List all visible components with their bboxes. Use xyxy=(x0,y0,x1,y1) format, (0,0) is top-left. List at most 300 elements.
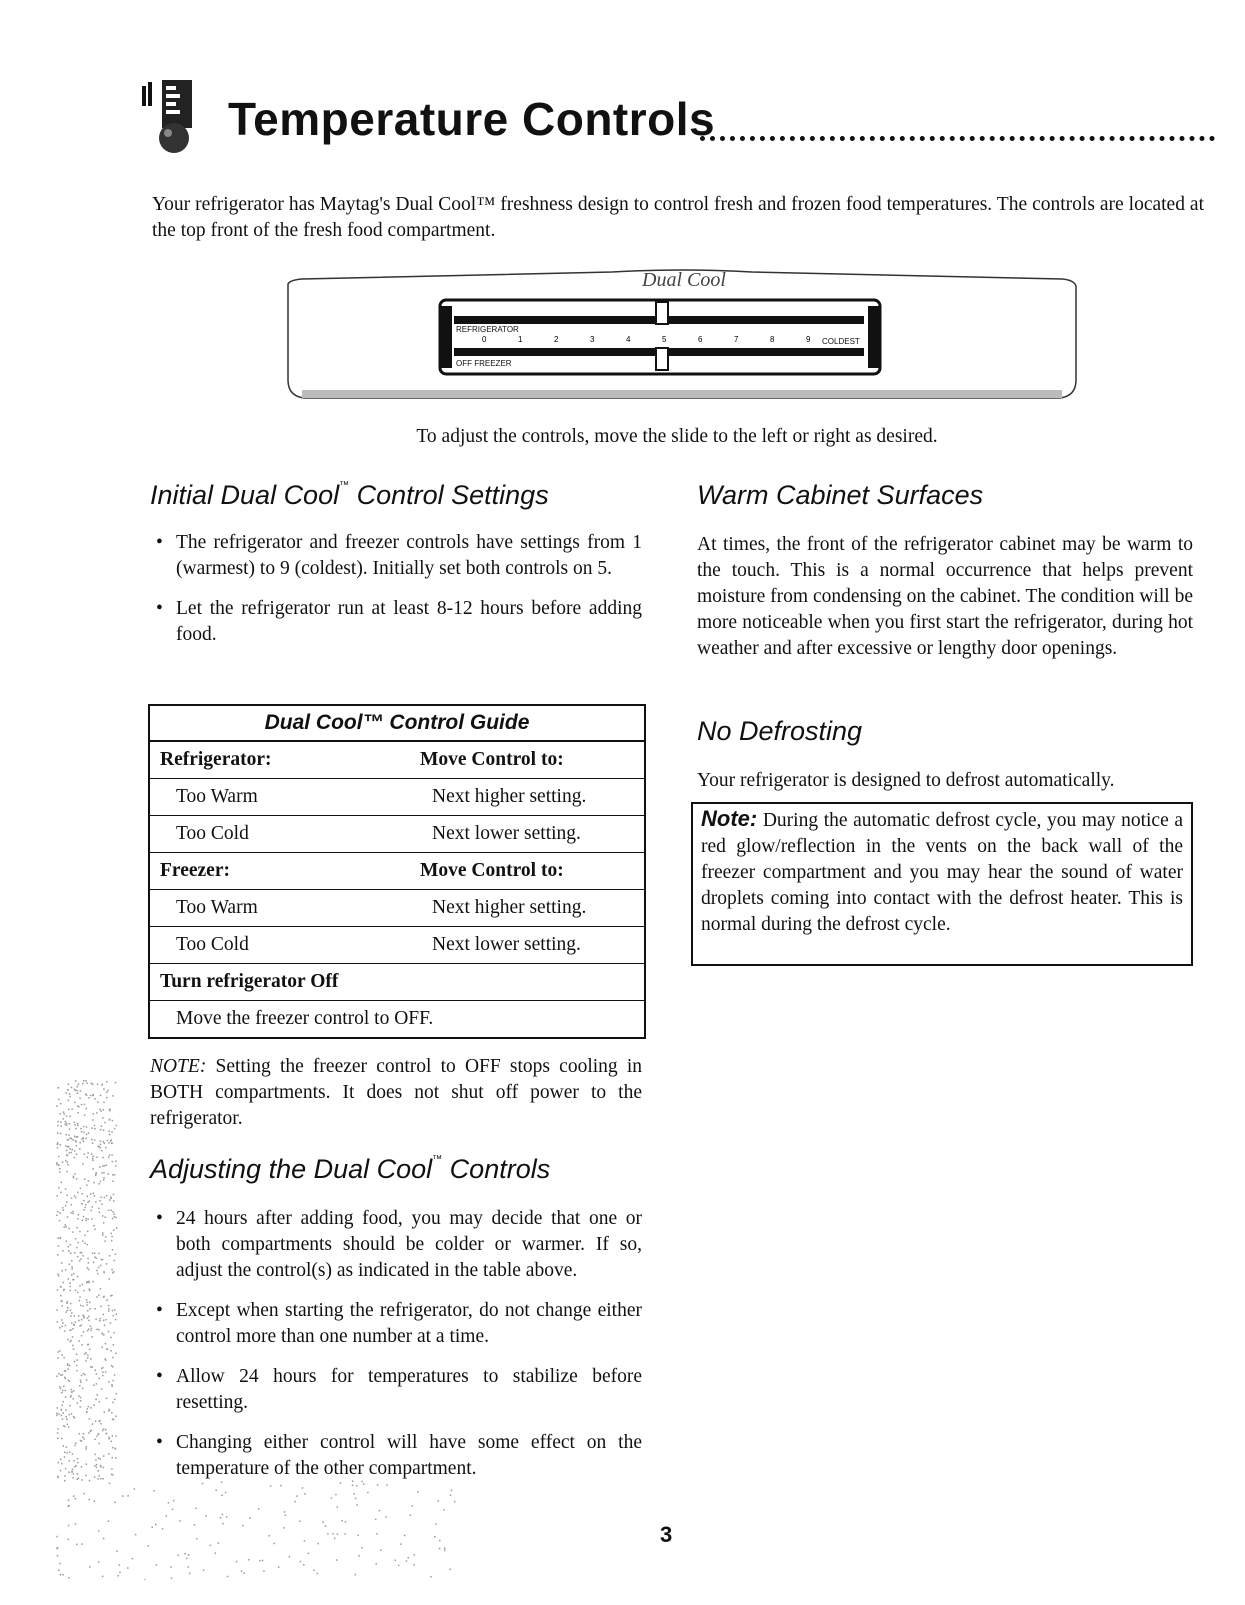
speckle-dot xyxy=(63,1412,65,1414)
speckle-dot xyxy=(85,1220,87,1222)
speckle-dot xyxy=(56,1413,58,1415)
speckle-dot xyxy=(65,1188,67,1190)
speckle-dot xyxy=(90,1366,92,1368)
speckle-dot xyxy=(104,1411,106,1413)
speckle-dot xyxy=(367,1492,369,1494)
speckle-dot xyxy=(71,1108,72,1110)
speckle-dot xyxy=(94,1125,96,1127)
speckle-dot xyxy=(69,1093,71,1095)
speckle-dot xyxy=(67,1089,69,1091)
speckle-dot xyxy=(103,1538,105,1540)
speckle-dot xyxy=(90,1095,92,1097)
speckle-dot xyxy=(64,1452,66,1454)
speckle-dot xyxy=(67,1339,69,1341)
speckle-dot xyxy=(95,1257,97,1259)
speckle-dot xyxy=(113,1344,115,1346)
speckle-dot xyxy=(61,1354,63,1356)
control-guide-table xyxy=(148,704,646,1039)
speckle-dot xyxy=(187,1566,189,1568)
speckle-dot xyxy=(84,1104,86,1106)
speckle-dot xyxy=(57,1125,59,1127)
speckle-dot xyxy=(97,1084,99,1086)
speckle-dot xyxy=(352,1481,354,1483)
speckle-dot xyxy=(70,1253,72,1255)
speckle-dot xyxy=(93,1261,95,1263)
speckle-dot xyxy=(56,1407,58,1409)
speckle-dot xyxy=(400,1543,402,1545)
speckle-dot xyxy=(127,1495,128,1497)
speckle-dot xyxy=(60,1470,62,1472)
speckle-dot xyxy=(444,1550,446,1552)
speckle-dot xyxy=(69,1148,71,1150)
speckle-dot xyxy=(376,1533,378,1535)
speckle-dot xyxy=(59,1168,61,1170)
speckle-dot xyxy=(58,1373,60,1375)
speckle-dot xyxy=(60,1125,62,1127)
speckle-dot xyxy=(56,1195,58,1197)
speckle-dot xyxy=(195,1508,197,1510)
speckle-dot xyxy=(114,1448,116,1450)
speckle-dot xyxy=(88,1282,90,1284)
speckle-dot xyxy=(81,1543,83,1545)
speckle-dot xyxy=(83,1216,85,1218)
speckle-dot xyxy=(65,1390,67,1392)
scale-number: 2 xyxy=(554,335,559,344)
speckle-dot xyxy=(115,1353,117,1355)
speckle-dot xyxy=(60,1409,62,1411)
speckle-dot xyxy=(81,1335,83,1337)
speckle-dot xyxy=(100,1110,102,1112)
speckle-dot xyxy=(58,1164,60,1166)
speckle-dot xyxy=(75,1498,77,1500)
scale-number: 6 xyxy=(698,335,703,344)
speckle-dot xyxy=(68,1539,70,1541)
speckle-dot xyxy=(62,1418,64,1420)
speckle-dot xyxy=(66,1303,68,1305)
speckle-dot xyxy=(89,1200,91,1202)
speckle-dot xyxy=(103,1334,105,1336)
speckle-dot xyxy=(115,1125,117,1127)
speckle-dot xyxy=(88,1432,90,1434)
speckle-dot xyxy=(352,1485,354,1487)
speckle-dot xyxy=(66,1115,68,1117)
speckle-dot xyxy=(144,1579,146,1580)
speckle-dot xyxy=(172,1509,174,1511)
speckle-dot xyxy=(336,1559,338,1561)
speckle-dot xyxy=(76,1178,78,1180)
table-row: Too Warm Next higher setting. xyxy=(150,890,644,927)
speckle-dot xyxy=(93,1094,95,1096)
speckle-dot xyxy=(88,1262,90,1264)
speckle-dot xyxy=(112,1380,114,1382)
speckle-dot xyxy=(82,1255,84,1257)
speckle-dot xyxy=(317,1543,319,1545)
speckle-dot xyxy=(76,1365,78,1367)
speckle-dot xyxy=(72,1345,74,1347)
speckle-dot xyxy=(99,1458,101,1460)
warm-cabinet-heading: Warm Cabinet Surfaces xyxy=(697,480,984,510)
speckle-dot xyxy=(80,1440,82,1442)
speckle-dot xyxy=(443,1509,445,1511)
speckle-dot xyxy=(106,1164,108,1166)
speckle-dot xyxy=(65,1121,67,1123)
speckle-dot xyxy=(74,1124,76,1126)
speckle-dot xyxy=(113,1200,115,1202)
speckle-dot xyxy=(74,1445,76,1447)
speckle-dot xyxy=(78,1315,80,1317)
speckle-dot xyxy=(74,1466,76,1468)
speckle-dot xyxy=(103,1222,105,1224)
speckle-dot xyxy=(100,1140,102,1142)
speckle-dot xyxy=(87,1244,89,1246)
speckle-dot xyxy=(385,1516,387,1518)
speckle-dot xyxy=(82,1305,84,1307)
speckle-dot xyxy=(285,1514,287,1516)
speckle-dot xyxy=(63,1113,65,1115)
speckle-dot xyxy=(75,1523,77,1525)
speckle-dot xyxy=(98,1478,100,1480)
speckle-dot xyxy=(99,1420,101,1422)
speckle-dot xyxy=(107,1348,109,1350)
speckle-dot xyxy=(94,1476,96,1478)
speckle-dot xyxy=(86,1282,88,1284)
speckle-dot xyxy=(114,1309,116,1311)
speckle-dot xyxy=(57,1555,59,1557)
speckle-dot xyxy=(67,1246,69,1248)
speckle-dot xyxy=(102,1259,104,1261)
speckle-dot xyxy=(84,1374,86,1376)
speckle-dot xyxy=(94,1253,96,1255)
speckle-dot xyxy=(111,1269,113,1271)
speckle-dot xyxy=(91,1430,93,1432)
speckle-dot xyxy=(153,1490,155,1492)
speckle-dot xyxy=(67,1195,69,1197)
speckle-dot xyxy=(102,1430,104,1432)
speckle-dot xyxy=(69,1341,71,1343)
speckle-dot xyxy=(71,1138,73,1140)
speckle-dot xyxy=(99,1200,101,1202)
speckle-dot xyxy=(59,1238,61,1240)
speckle-dot xyxy=(88,1281,90,1283)
speckle-dot xyxy=(337,1506,339,1508)
speckle-dot xyxy=(97,1101,99,1103)
speckle-dot xyxy=(57,1121,59,1123)
speckle-dot xyxy=(80,1380,82,1382)
speckle-dot xyxy=(92,1142,94,1144)
speckle-dot xyxy=(100,1288,102,1290)
speckle-dot xyxy=(221,1481,223,1483)
speckle-dot xyxy=(70,1303,72,1305)
speckle-dot xyxy=(69,1137,71,1139)
list-item: • Changing either control will have some effect on the temperature of the other compartment. xyxy=(150,1430,642,1482)
speckle-dot xyxy=(156,1564,158,1566)
no-defrosting-body: Your refrigerator is designed to defrost automatically. xyxy=(697,770,1115,791)
speckle-dot xyxy=(96,1467,98,1469)
speckle-dot xyxy=(94,1195,96,1197)
speckle-dot xyxy=(111,1154,113,1156)
speckle-dot xyxy=(226,1516,228,1518)
speckle-dot xyxy=(114,1128,116,1130)
speckle-dot xyxy=(60,1192,62,1194)
speckle-dot xyxy=(410,1515,412,1517)
speckle-dot xyxy=(71,1087,73,1089)
speckle-dot xyxy=(113,1332,115,1334)
speckle-dot xyxy=(70,1396,72,1398)
speckle-dot xyxy=(70,1212,72,1214)
speckle-dot xyxy=(313,1570,315,1572)
speckle-dot xyxy=(106,1195,108,1197)
speckle-dot xyxy=(87,1310,89,1312)
speckle-dot xyxy=(111,1441,113,1443)
speckle-dot xyxy=(73,1398,75,1400)
coldest-label: COLDEST xyxy=(822,337,860,346)
speckle-dot xyxy=(75,1128,77,1130)
speckle-dot xyxy=(102,1232,104,1234)
speckle-dot xyxy=(63,1289,65,1291)
speckle-dot xyxy=(82,1083,84,1085)
speckle-dot xyxy=(103,1102,105,1104)
speckle-dot xyxy=(100,1465,102,1467)
speckle-dot xyxy=(68,1472,70,1474)
speckle-dot xyxy=(83,1132,85,1134)
speckle-dot xyxy=(58,1187,60,1189)
speckle-dot xyxy=(69,1128,71,1130)
speckle-dot xyxy=(64,1475,66,1477)
speckle-dot xyxy=(105,1433,107,1435)
dual-cool-control-panel xyxy=(282,262,1082,412)
speckle-dot xyxy=(94,1139,96,1141)
speckle-dot xyxy=(87,1344,89,1346)
speckle-dot xyxy=(57,1132,59,1134)
speckle-dot xyxy=(105,1236,107,1238)
speckle-dot xyxy=(101,1172,103,1174)
speckle-dot xyxy=(114,1502,116,1504)
speckle-dot xyxy=(66,1452,68,1454)
speckle-dot xyxy=(249,1517,251,1519)
speckle-dot xyxy=(69,1282,71,1284)
speckle-dot xyxy=(110,1322,112,1324)
speckle-dot xyxy=(398,1565,400,1567)
speckle-dot xyxy=(68,1146,70,1148)
speckle-dot xyxy=(81,1131,83,1133)
table-row: Too Cold Next lower setting. xyxy=(150,816,644,853)
speckle-dot xyxy=(71,1152,73,1154)
scale-number: 9 xyxy=(806,335,811,344)
speckle-dot xyxy=(77,1256,79,1258)
speckle-dot xyxy=(94,1256,96,1258)
speckle-dot xyxy=(89,1418,91,1420)
speckle-dot xyxy=(361,1547,363,1549)
speckle-dot xyxy=(72,1279,74,1281)
list-item: • 24 hours after adding food, you may decide that one or both compartments should be colder or warmer. If so, adjust the control(s) as indicated in the table above. xyxy=(150,1206,642,1284)
speckle-dot xyxy=(110,1350,112,1352)
speckle-dot xyxy=(67,1307,69,1309)
speckle-dot xyxy=(74,1252,76,1254)
speckle-dot xyxy=(65,1160,67,1162)
speckle-dot xyxy=(116,1227,118,1229)
speckle-dot xyxy=(84,1235,86,1237)
speckle-dot xyxy=(61,1438,63,1440)
speckle-dot xyxy=(95,1201,97,1203)
speckle-dot xyxy=(98,1146,100,1148)
speckle-dot xyxy=(92,1158,94,1160)
speckle-dot xyxy=(80,1400,82,1402)
speckle-dot xyxy=(68,1500,70,1502)
speckle-dot xyxy=(414,1554,416,1556)
speckle-dot xyxy=(104,1325,106,1327)
speckle-dot xyxy=(112,1161,114,1163)
speckle-dot xyxy=(337,1533,339,1535)
speckle-dot xyxy=(72,1213,74,1215)
table-row: Too Warm Next higher setting. xyxy=(150,779,644,816)
speckle-dot xyxy=(74,1122,76,1124)
speckle-dot xyxy=(259,1560,261,1562)
speckle-dot xyxy=(65,1092,67,1094)
speckle-dot xyxy=(69,1096,71,1098)
speckle-dot xyxy=(85,1352,87,1354)
speckle-dot xyxy=(106,1299,108,1301)
scale-number: 5 xyxy=(662,335,667,344)
speckle-dot xyxy=(109,1154,111,1156)
speckle-dot xyxy=(179,1520,181,1522)
speckle-dot xyxy=(412,1505,414,1507)
speckle-dot xyxy=(108,1381,110,1383)
speckle-dot xyxy=(114,1174,116,1176)
no-defrosting-heading: No Defrosting xyxy=(697,716,863,746)
speckle-dot xyxy=(435,1523,437,1525)
speckle-dot xyxy=(58,1156,60,1158)
speckle-dot xyxy=(67,1368,69,1370)
speckle-dot xyxy=(73,1176,75,1178)
speckle-dot xyxy=(308,1553,310,1555)
title-leader-dots xyxy=(700,128,1215,141)
speckle-dot xyxy=(108,1308,110,1310)
speckle-dot xyxy=(170,1566,172,1568)
speckle-dot xyxy=(69,1263,71,1265)
speckle-dot xyxy=(100,1318,102,1320)
speckle-dot xyxy=(83,1433,85,1435)
speckle-dot xyxy=(77,1242,79,1244)
speckle-dot xyxy=(361,1481,363,1483)
speckle-dot xyxy=(63,1282,65,1284)
speckle-dot xyxy=(115,1082,117,1084)
speckle-dot xyxy=(63,1209,65,1211)
speckle-dot xyxy=(98,1457,100,1459)
speckle-dot xyxy=(84,1243,86,1245)
speckle-dot xyxy=(80,1188,82,1190)
intro-paragraph: Your refrigerator has Maytag's Dual Cool™ freshness design to control fresh and frozen food temperatures. The controls are located at the top front of the fresh food compartment. xyxy=(152,194,1204,241)
speckle-dot xyxy=(61,1415,63,1417)
speckle-dot xyxy=(71,1274,73,1276)
speckle-dot xyxy=(100,1265,102,1267)
speckle-dot xyxy=(110,1337,112,1339)
speckle-dot xyxy=(106,1398,108,1400)
speckle-dot xyxy=(217,1542,219,1544)
speckle-dot xyxy=(77,1136,79,1138)
speckle-dot xyxy=(243,1572,245,1574)
speckle-dot xyxy=(71,1268,73,1270)
speckle-dot xyxy=(94,1098,96,1100)
speckle-dot xyxy=(102,1367,104,1369)
speckle-dot xyxy=(82,1163,84,1165)
speckle-dot xyxy=(61,1301,63,1303)
speckle-dot xyxy=(80,1252,82,1254)
speckle-dot xyxy=(113,1419,115,1421)
speckle-dot xyxy=(225,1492,227,1494)
speckle-dot xyxy=(91,1153,93,1155)
speckle-dot xyxy=(74,1315,76,1317)
speckle-dot xyxy=(57,1438,59,1440)
speckle-dot xyxy=(86,1126,88,1128)
speckle-dot xyxy=(375,1563,377,1565)
speckle-dot xyxy=(317,1573,319,1575)
speckle-dot xyxy=(112,1357,114,1359)
speckle-dot xyxy=(81,1324,83,1326)
speckle-dot xyxy=(77,1462,79,1464)
speckle-dot xyxy=(132,1558,134,1560)
speckle-dot xyxy=(108,1157,110,1159)
speckle-dot xyxy=(65,1226,67,1228)
speckle-dot xyxy=(89,1302,91,1304)
speckle-dot xyxy=(177,1555,179,1557)
speckle-dot xyxy=(74,1089,76,1091)
speckle-dot xyxy=(94,1128,96,1130)
speckle-dot xyxy=(86,1108,88,1110)
speckle-dot xyxy=(82,1219,84,1221)
speckle-dot xyxy=(112,1435,114,1437)
speckle-dot xyxy=(68,1414,70,1416)
speckle-dot xyxy=(87,1357,89,1359)
speckle-dot xyxy=(66,1240,68,1242)
speckle-dot xyxy=(356,1485,358,1487)
speckle-dot xyxy=(88,1132,90,1134)
speckle-dot xyxy=(439,1548,441,1550)
speckle-dot xyxy=(61,1270,63,1272)
speckle-dot xyxy=(341,1520,343,1522)
speckle-dot xyxy=(205,1515,207,1517)
speckle-dot xyxy=(87,1317,89,1319)
speckle-dot xyxy=(115,1435,117,1437)
speckle-dot xyxy=(58,1570,60,1572)
speckle-dot xyxy=(98,1530,100,1532)
speckle-dot xyxy=(85,1204,87,1206)
speckle-dot xyxy=(88,1269,90,1271)
speckle-dot xyxy=(82,1373,84,1375)
speckle-dot xyxy=(77,1105,79,1107)
speckle-dot xyxy=(115,1319,117,1321)
speckle-dot xyxy=(70,1309,72,1311)
speckle-dot xyxy=(112,1447,114,1449)
speckle-dot xyxy=(68,1084,70,1086)
speckle-dot xyxy=(81,1466,83,1468)
speckle-dot xyxy=(327,1533,329,1535)
speckle-dot xyxy=(61,1405,63,1407)
speckle-dot xyxy=(60,1121,62,1123)
speckle-dot xyxy=(57,1357,59,1359)
speckle-dot xyxy=(64,1370,66,1372)
speckle-dot xyxy=(59,1327,61,1329)
speckle-dot xyxy=(100,1259,102,1261)
speckle-dot xyxy=(65,1205,67,1207)
speckle-dot xyxy=(278,1566,280,1568)
speckle-dot xyxy=(73,1348,75,1350)
speckle-dot xyxy=(95,1398,97,1400)
speckle-dot xyxy=(408,1557,410,1559)
speckle-dot xyxy=(194,1524,196,1526)
speckle-dot xyxy=(83,1200,85,1202)
speckle-dot xyxy=(69,1365,71,1367)
scale-number: 7 xyxy=(734,335,739,344)
